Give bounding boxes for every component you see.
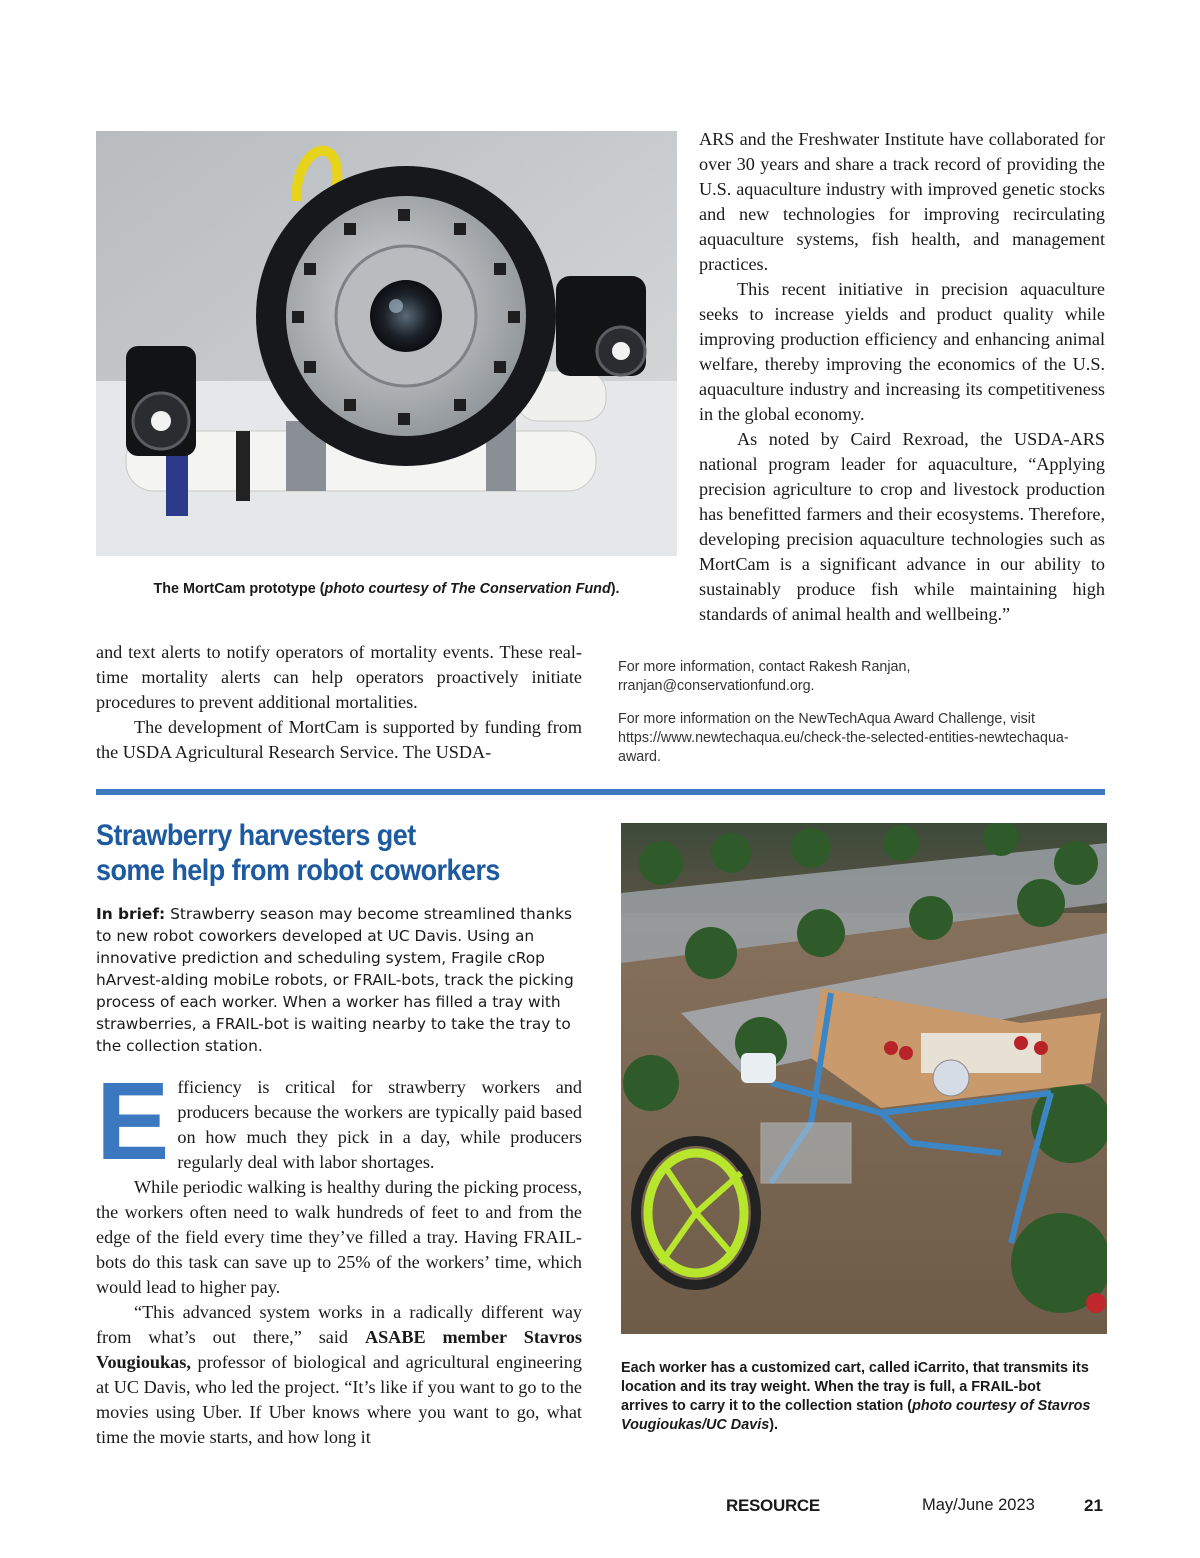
headline-line: Strawberry harvesters get: [96, 819, 416, 852]
caption-suffix: ).: [769, 1417, 779, 1433]
paragraph: [96, 1060, 582, 1183]
page-footer: [0, 1496, 1200, 1526]
contact-info-newtechaqua: For more information on the NewTechAqua Award Challenge, visit https://www.newtechaqua.eu/check-the-selected-entities-newtechaqua-award.: [618, 711, 1069, 765]
mortcam-prototype-illustration: [96, 131, 677, 556]
caption-prefix: The MortCam prototype (: [153, 581, 325, 597]
paragraph: [96, 1300, 582, 1450]
page-number: 21: [1084, 1496, 1103, 1515]
caption-credit: photo courtesy of The Conservation Fund: [324, 581, 611, 597]
paragraph: The development of MortCam is supported by funding from the USDA Agricultural Research Service. The USDA-: [96, 717, 582, 762]
member-name: ASABE member Stavros Vougioukas,: [96, 1327, 582, 1372]
headline-line: some help from robot coworkers: [96, 854, 500, 887]
icarrito-photo-caption: [621, 1359, 1091, 1435]
paragraph-text: professor of biological and agricultural engineering at UC Davis, who led the project. “It’s like if you want to go to the movies using Uber. If Uber knows where you want to go, what time the movie starts, and how long it: [96, 1352, 582, 1447]
paragraph: This recent initiative in precision aquaculture seeks to increase yields and product quality while improving production efficiency and enhancing animal welfare, thereby improving the economics of the U.S. aquaculture industry and increasing its competitiveness in the global economy.: [699, 279, 1105, 424]
paragraph: ARS and the Freshwater Institute have collaborated for over 30 years and share a track record of providing the U.S. aquaculture industry with improved genetic stocks and new technologies for improving recirculating aquaculture systems, fish health, and management practices.: [699, 129, 1105, 274]
in-brief-summary: [96, 903, 582, 1057]
issue-date: May/June 2023: [922, 1496, 1035, 1514]
article-headline: [96, 818, 546, 888]
paragraph: As noted by Caird Rexroad, the USDA-ARS national program leader for aquaculture, “Applying precision agriculture to crop and livestock production has benefitted farmers and their ecosystems. Therefore, developing precision aquaculture technologies such as MortCam is a significant advance in our ability to sustainably produce fish while maintaining high standards of animal health and wellbeing.”: [699, 429, 1105, 624]
mortcam-photo: [96, 131, 677, 556]
brief-label: In brief:: [96, 905, 166, 923]
paragraph-text: fficiency is critical for strawberry workers and producers because the workers are typically paid based on how much they pick in a day, while producers regularly deal with labor shortages.: [177, 1077, 582, 1172]
caption-suffix: ).: [610, 581, 620, 597]
icarrito-photo: [621, 823, 1107, 1334]
paragraph: While periodic walking is healthy during the picking process, the workers often need to walk hundreds of feet to and from the edge of the field every time they’ve filled a tray. Having FRAIL-bots do this task can save up to 25% of the workers’ time, which would lead to higher pay.: [96, 1177, 583, 1297]
paragraph: and text alerts to notify operators of mortality events. These real-time mortality alerts can help operators proactively initiate procedures to prevent additional mortalities.: [96, 642, 582, 712]
mortcam-photo-caption: [96, 580, 677, 599]
icarrito-cart-illustration: [621, 823, 1107, 1334]
top-article-right-column: [699, 127, 1105, 627]
bottom-article-body: [96, 1060, 583, 1450]
caption-text: Each worker has a customized cart, called iCarrito, that transmits its location and its tray weight. When the tray is full, a FRAIL-bot arrives to carry it to the collection station (: [621, 1360, 1089, 1414]
section-divider: [96, 789, 1105, 795]
top-article-left-column: [96, 640, 582, 765]
caption-credit: photo courtesy of Stavros Vougioukas/UC Davis: [621, 1398, 1091, 1433]
brief-text: Strawberry season may become streamlined thanks to new robot coworkers developed at UC Davis. Using an innovative prediction and scheduling system, Fragile cRop hArvest-aIding mobiLe robots, or FRAIL-bots, track the picking process of each worker. When a worker has filled a tray with strawberries, a FRAIL-bot is waiting nearby to take the tray to the collection station.: [96, 905, 574, 1055]
contact-info-ranjan: For more information, contact Rakesh Ranjan, rranjan@conservationfund.org.: [618, 659, 911, 694]
paragraph-text: “This advanced system works in a radically different way from what’s out there,” said: [96, 1302, 582, 1347]
drop-cap: E: [96, 1060, 170, 1183]
publication-name: RESOURCE: [726, 1496, 820, 1515]
